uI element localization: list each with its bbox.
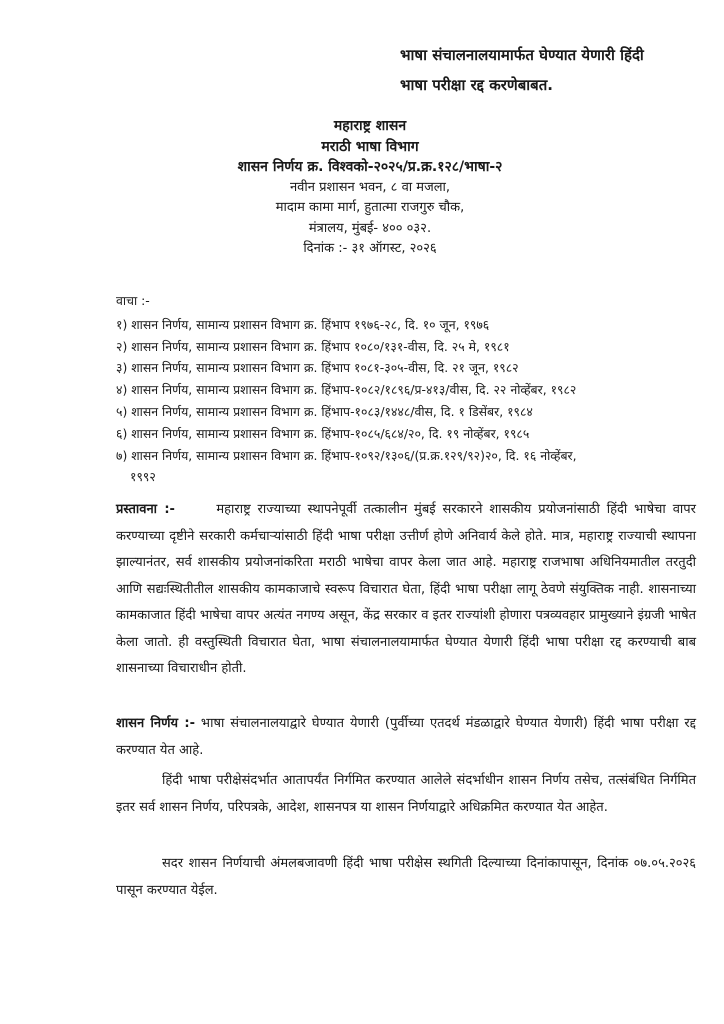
preamble-text: महाराष्ट्र राज्याच्या स्थापनेपूर्वी तत्कालीन मुंबई सरकारने शासकीय प्रयोजनांसाठी हिंदी भाषेचा वापर करण्याच्या दृष्टीने सरकारी कर्मचाऱ्यांसाठी हिंदी भाषा परीक्षा उत्तीर्ण होणे अनिवार्य केले होते. मात्र, महाराष्ट्र राज्याची स्थापना झाल्यानंतर, सर्व शासकीय प्रयोजनांकरिता मराठी भाषेचा वापर केला जात आहे. महाराष्ट्र राजभाषा अधिनियमातील तरतुदी आणि सद्यःस्थितीतील शासकीय कामकाजाचे स्वरूप विचारात घेता, हिंदी भाषा परीक्षा लागू ठेवणे संयुक्तिक नाही. शासनाच्या कामकाजात हिंदी भाषेचा वापर अत्यंत नगण्य असून, केंद्र सरकार व इतर राज्यांशी होणारा पत्रव्यवहार प्रामुख्याने इंग्रजी भाषेत केला जातो. ही वस्तुस्थिती विचारात घेता, भाषा संचालनालयामार्फत घेण्यात येणारी हिंदी भाषा परीक्षा रद्द करण्याची बाब शासनाच्या विचाराधीन होती. (116, 502, 701, 676)
references-heading: वाचा :- (116, 293, 150, 308)
reference-item-7-continued: १९९२ (130, 469, 156, 485)
department-name: मराठी भाषा विभाग (321, 138, 419, 155)
reference-item: ४) शासन निर्णय, सामान्य प्रशासन विभाग क्र. हिंभाप-१०८२/१८९६/प्र-४१३/वीस, दि. २२ नोव्हेंबर, १९८२ (116, 382, 577, 398)
reference-item: २) शासन निर्णय, सामान्य प्रशासन विभाग क्र. हिंभाप १०८०/१३१-वीस, दि. २५ मे, १९८१ (116, 338, 510, 354)
supersession-paragraph: हिंदी भाषा परीक्षेसंदर्भात आतापर्यंत निर्गमित करण्यात आलेले संदर्भाधीन शासन निर्णय तसेच, तत्संबंधित निर्गमित इतर सर्व शासन निर्णय, परिपत्रके, आदेश, शासनपत्र या शासन निर्णयाद्वारे अधिक्रमित करण्यात येत आहेत. (116, 773, 696, 815)
reference-item: ५) शासन निर्णय, सामान्य प्रशासन विभाग क्र. हिंभाप-१०८३/१४४८/वीस, दि. १ डिसेंबर, १९८४ (116, 403, 533, 419)
subject-line-2: भाषा परीक्षा रद्द करणेबाबत. (400, 76, 553, 94)
subject-line-1: भाषा संचालनालयामार्फत घेण्यात येणारी हिंदी (400, 46, 644, 64)
decision-text: भाषा संचालनालयाद्वारे घेण्यात येणारी (पुर्वीच्या एतदर्थ मंडळाद्वारे घेण्यात येणारी) हिंदी भाषा परीक्षा रद्द करण्यात येत आहे. (116, 716, 701, 758)
reference-item: ३) शासन निर्णय, सामान्य प्रशासन विभाग क्र. हिंभाप १०८१-३०५-वीस, दि. २१ जून, १९८२ (116, 360, 519, 376)
gr-number: शासन निर्णय क्र. विश्वको-२०२५/प्र.क्र.१२८/भाषा-२ (237, 159, 503, 175)
reference-item: ६) शासन निर्णय, सामान्य प्रशासन विभाग क्र. हिंभाप-१०८५/६८४/२०, दि. १९ नोव्हेंबर, १९८५ (116, 425, 530, 441)
references-list (116, 290, 696, 488)
address-line-1: नवीन प्रशासन भवन, ८ वा मजला, (289, 179, 451, 195)
subject-block (400, 40, 700, 100)
implementation-paragraph: सदर शासन निर्णयाची अंमलबजावणी हिंदी भाषा परीक्षेस स्थगिती दिल्याच्या दिनांकापासून, दिनांक ०७.०५.२०२६ पासून करण्यात येईल. (116, 856, 696, 898)
letterhead (120, 116, 620, 260)
preamble-label: प्रस्तावना :- (116, 502, 175, 517)
decision-paragraph (116, 711, 701, 764)
address-line-2: मादाम कामा मार्ग, हुतात्मा राजगुरु चौक, (275, 200, 465, 215)
address-line-3: मंत्रालय, मुंबई- ४०० ०३२. (308, 220, 432, 236)
government-name: महाराष्ट्र शासन (333, 118, 407, 134)
decision-label: शासन निर्णय :- (116, 716, 195, 731)
reference-item-7: ७) शासन निर्णय, सामान्य प्रशासन विभाग क्र. हिंभाप-१०९२/१३०६/(प्र.क्र.१२९/९२)२०, दि. १६ नोव्हेंबर, (116, 447, 577, 463)
reference-item: १) शासन निर्णय, सामान्य प्रशासन विभाग क्र. हिंभाप १९७६-२८, दि. १० जून, १९७६ (116, 316, 490, 332)
preamble-paragraph (116, 497, 701, 683)
issue-date: दिनांक :- ३१ ऑगस्ट, २०२६ (303, 241, 437, 256)
